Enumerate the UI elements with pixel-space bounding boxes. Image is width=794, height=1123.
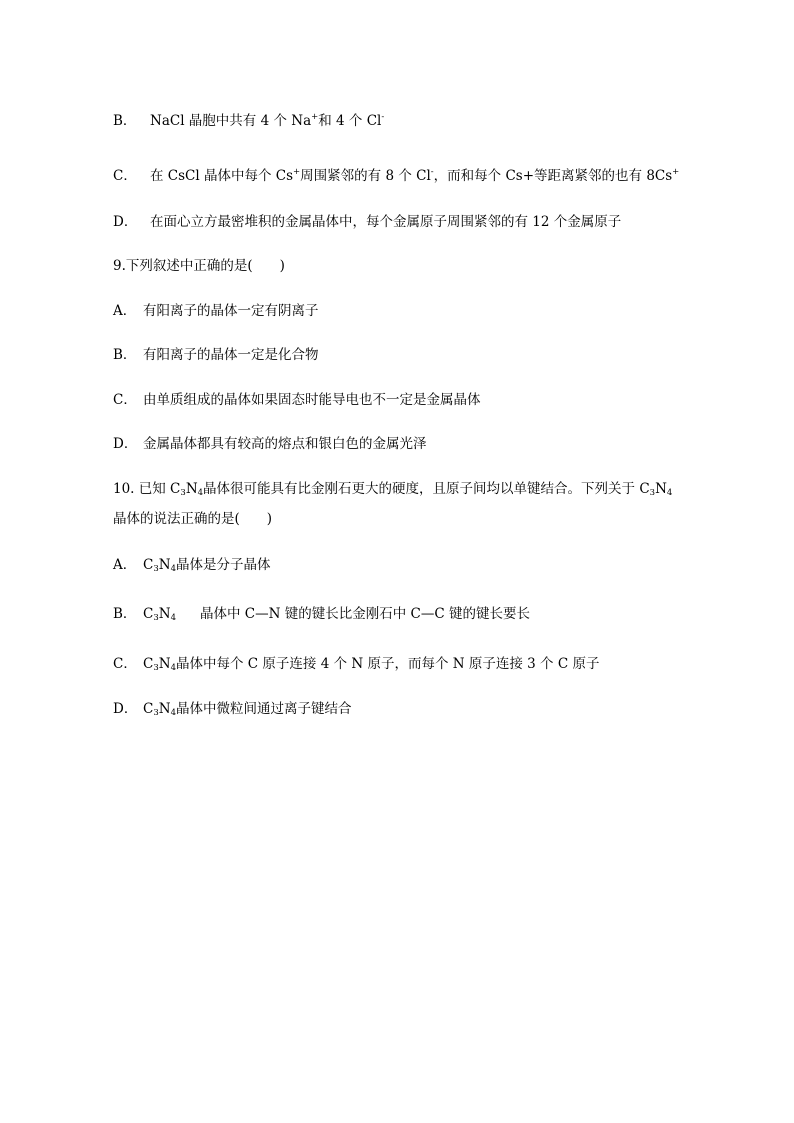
option-label: A． [113, 557, 137, 573]
stem-text: N [655, 481, 667, 497]
option-text: NaCl 晶胞中共有 4 个 Na [150, 113, 312, 129]
option-text: 周围紧邻的有 8 个 Cl [300, 168, 431, 184]
option-text: ，而和每个 Cs+等距离紧邻的也有 8Cs [433, 168, 673, 184]
superscript: + [311, 112, 319, 122]
option-label: C． [113, 392, 137, 408]
q9-option-c [113, 391, 481, 409]
formula: C [143, 606, 154, 622]
subscript: 3 [153, 564, 159, 574]
formula: C [143, 656, 154, 672]
q9-option-a [113, 302, 319, 320]
formula: N [158, 701, 171, 717]
q10-stem-line-1 [113, 480, 672, 502]
stem-text: 晶体很可能具有比金刚石更大的硬度，且原子间均以单键结合。下列关于 C [203, 481, 650, 497]
q10-option-c [113, 655, 599, 677]
option-label: B． [113, 113, 137, 129]
option-label: B． [113, 347, 137, 363]
formula: C [143, 701, 154, 717]
subscript: 4 [197, 488, 204, 498]
stem-text: 10. 已知 C [113, 481, 181, 497]
subscript: 3 [649, 488, 656, 498]
option-label: A． [113, 303, 137, 319]
option-text: 有阳离子的晶体一定是化合物 [143, 347, 319, 363]
option-label: D． [113, 701, 138, 717]
option-text: 晶体中微粒间通过离子键结合 [176, 701, 352, 717]
subscript: 4 [170, 663, 176, 673]
option-text: 晶体是分子晶体 [176, 557, 271, 573]
option-text: 在面心立方最密堆积的金属晶体中，每个金属原子周围紧邻的有 12 个金属原子 [150, 214, 622, 230]
superscript: - [430, 167, 434, 177]
subscript: 4 [666, 488, 673, 498]
option-label: C． [113, 656, 137, 672]
q8-option-b [113, 108, 384, 130]
q9-stem: 9.下列叙述中正确的是( ) [113, 258, 285, 274]
q8-option-c [113, 163, 679, 185]
subscript: 4 [170, 708, 176, 718]
q9-option-b [113, 346, 319, 364]
subscript: 3 [153, 663, 159, 673]
q8-option-d [113, 213, 621, 231]
option-text: 晶体中每个 C 原子连接 4 个 N 原子，而每个 N 原子连接 3 个 C 原子 [176, 656, 600, 672]
formula: N [158, 656, 171, 672]
option-text: 金属晶体都具有较高的熔点和银白色的金属光泽 [143, 436, 427, 452]
option-label: C． [113, 168, 137, 184]
q10-option-b [113, 605, 530, 627]
q10-option-a [113, 556, 271, 578]
superscript: + [293, 167, 301, 177]
subscript: 3 [153, 708, 159, 718]
subscript: 3 [153, 613, 159, 623]
option-text: 在 CsCl 晶体中每个 Cs [150, 168, 294, 184]
option-text: 由单质组成的晶体如果固态时能导电也不一定是金属晶体 [143, 392, 481, 408]
subscript: 3 [180, 488, 186, 498]
superscript: + [672, 167, 680, 177]
q10-option-d [113, 700, 352, 722]
option-text: 有阳离子的晶体一定有阴离子 [143, 303, 319, 319]
q9-option-d [113, 435, 427, 453]
option-text: 晶体中 C—N 键的键长比金刚石中 C—C 键的键长要长 [200, 606, 530, 622]
option-text: 和 4 个 Cl [318, 113, 382, 129]
subscript: 4 [170, 613, 176, 623]
formula: N [158, 557, 171, 573]
option-label: D． [113, 214, 138, 230]
subscript: 4 [170, 564, 176, 574]
option-label: B． [113, 606, 137, 622]
q10-stem-line-2: 晶体的说法正确的是( ) [113, 511, 273, 527]
formula: C [143, 557, 154, 573]
formula: N [158, 606, 171, 622]
superscript: - [381, 112, 385, 122]
option-label: D． [113, 436, 138, 452]
stem-text: N [185, 481, 198, 497]
